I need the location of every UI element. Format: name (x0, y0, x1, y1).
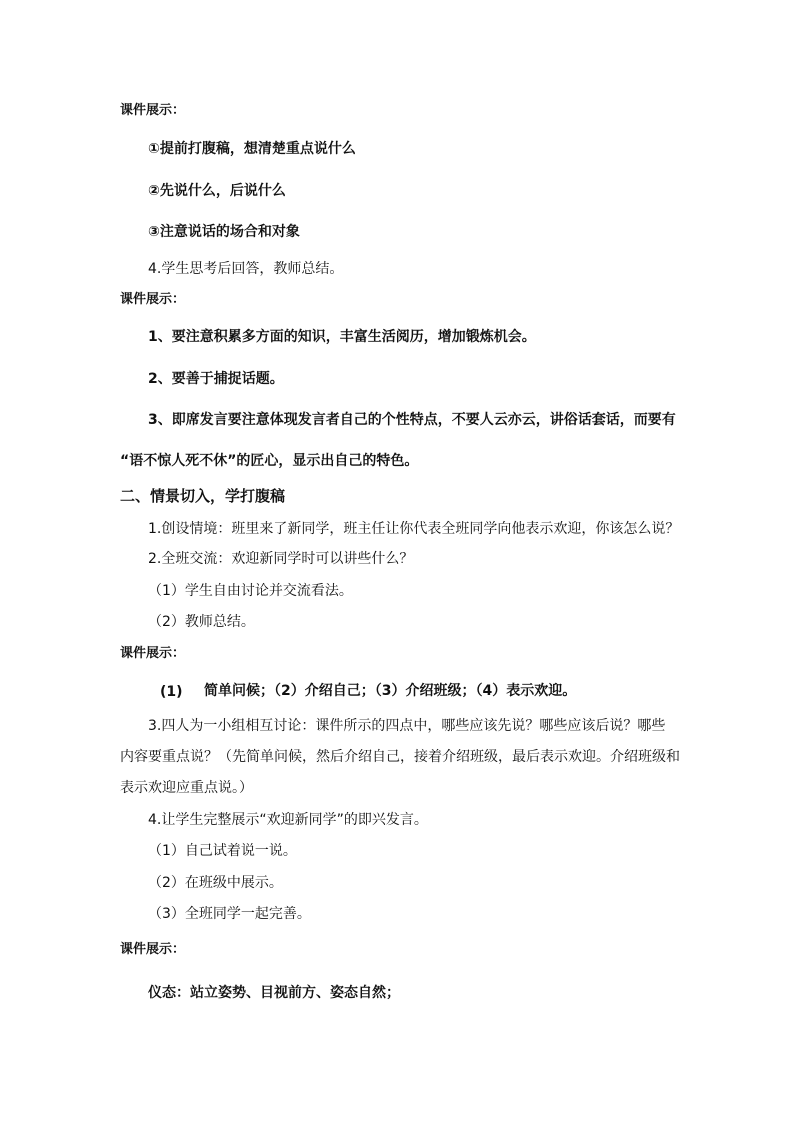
courseware-point: 2、要善于捕捉话题。 (148, 371, 284, 387)
body-paragraph: （2）在班级中展示。 (148, 875, 283, 891)
section-heading: 二、情景切入，学打腹稿 (120, 487, 286, 505)
courseware-point: “语不惊人死不休”的匠心，显示出自己的特色。 (120, 453, 419, 469)
body-paragraph: 内容要重点说？（先简单问候，然后介绍自己，接着介绍班级，最后表示欢迎。介绍班级和 (120, 749, 680, 765)
body-paragraph: （1）自己试着说一说。 (148, 843, 297, 859)
courseware-point: 简单问候；（2）介绍自己；（3）介绍班级；（4）表示欢迎。 (204, 683, 577, 699)
body-paragraph: 表示欢迎应重点说。） (120, 780, 253, 796)
courseware-point: ①提前打腹稿，想清楚重点说什么 (148, 141, 356, 157)
body-paragraph: 2.全班交流：欢迎新同学时可以讲些什么？ (148, 551, 414, 567)
body-paragraph: 4.让学生完整展示“欢迎新同学”的即兴发言。 (148, 812, 428, 828)
courseware-point: ③注意说话的场合和对象 (148, 224, 300, 240)
courseware-point: ②先说什么，后说什么 (148, 183, 286, 199)
body-paragraph: 3.四人为一小组相互讨论：课件所示的四点中，哪些应该先说？哪些应该后说？哪些 (148, 718, 666, 734)
list-number: (1) (160, 684, 183, 700)
courseware-point: 1、要注意积累多方面的知识，丰富生活阅历，增加锻炼机会。 (148, 329, 536, 345)
section-label: 课件展示： (120, 103, 186, 118)
courseware-point: 3、即席发言要注意体现发言者自己的个性特点，不要人云亦云，讲俗话套话，而要有 (148, 412, 676, 428)
section-label: 课件展示： (120, 292, 186, 307)
section-label: 课件展示： (120, 646, 186, 661)
body-paragraph: 1.创设情境：班里来了新同学，班主任让你代表全班同学向他表示欢迎，你该怎么说？ (148, 521, 680, 537)
body-paragraph: （3）全班同学一起完善。 (148, 906, 311, 922)
body-paragraph: （2）教师总结。 (148, 614, 255, 630)
body-paragraph: 4.学生思考后回答，教师总结。 (148, 261, 344, 277)
courseware-point: 仪态：站立姿势、目视前方、姿态自然； (148, 985, 400, 1001)
section-label: 课件展示： (120, 942, 186, 957)
body-paragraph: （1）学生自由讨论并交流看法。 (148, 583, 353, 599)
